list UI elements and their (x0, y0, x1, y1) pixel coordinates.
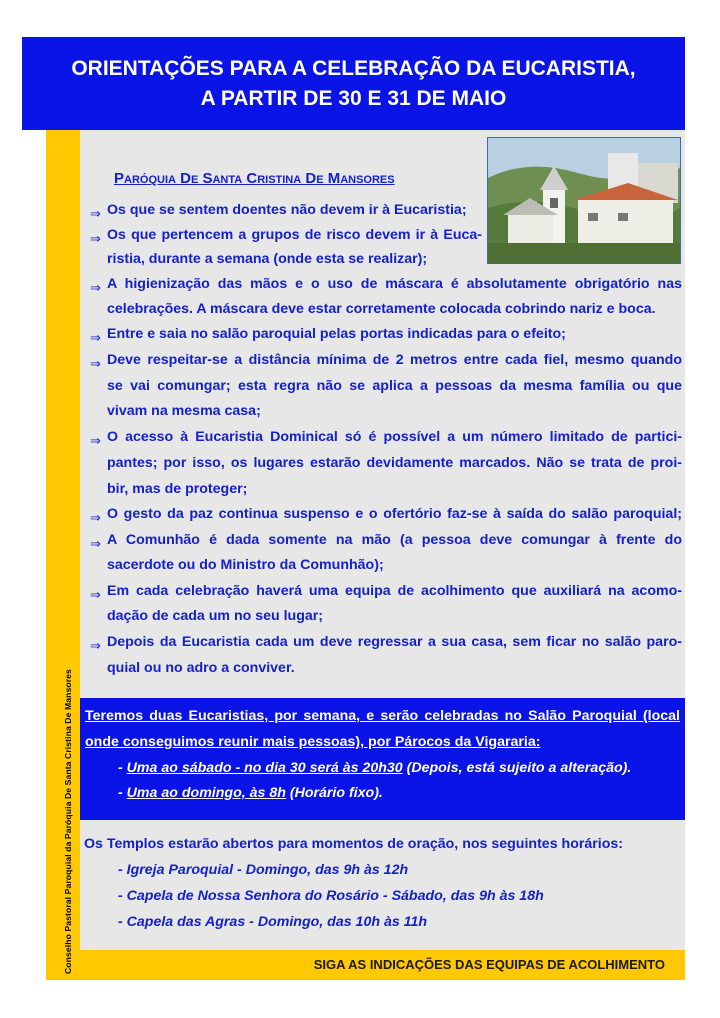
header-banner (22, 37, 685, 130)
list-item: celebrações. A máscara deve estar corretamente colocada cobrindo nariz e boca. (107, 301, 656, 317)
eucaristias-box (80, 698, 685, 820)
title-line-2: A PARTIR DE 30 E 31 DE MAIO (200, 87, 507, 110)
list-item: A higienização das mãos e o uso de máscara é absolutamente obrigatório nas (107, 276, 682, 292)
list-item: sacerdote ou do Ministro da Comunhão); (107, 557, 384, 573)
saturday-prefix: - (118, 760, 127, 776)
saturday-mass (118, 760, 631, 776)
side-label: Conselho Pastoral Paroquial da Paróquia De Santa Cristina De Mansores (63, 669, 73, 974)
double-arrow-icon: ⇒ (90, 280, 101, 295)
double-arrow-icon: ⇒ (90, 536, 101, 551)
sunday-mass-time: Uma ao domingo, às 8h (126, 785, 286, 801)
list-item: O acesso à Eucaristia Dominical só é possível a um número limitado de partici- (107, 429, 682, 445)
saturday-mass-note: (Depois, está sujeito a alteração). (402, 760, 632, 776)
sunday-mass-note: (Horário fixo). (285, 785, 383, 801)
footer-bar (80, 950, 685, 980)
parish-title: Paróquia De Santa Cristina De Mansores (114, 170, 395, 187)
list-item: A Comunhão é dada somente na mão (a pessoa deve comungar à frente do (107, 532, 682, 548)
list-item: Deve respeitar-se a distância mínima de 2 metros entre cada fiel, mesmo quando (107, 352, 682, 368)
double-arrow-icon: ⇒ (90, 433, 101, 448)
templo-item: - Capela das Agras - Domingo, das 10h às 11h (118, 914, 428, 930)
list-item: Entre e saia no salão paroquial pelas portas indicadas para o efeito; (107, 326, 566, 342)
list-item: Os que pertencem a grupos de risco devem ir à Euca- (107, 227, 482, 243)
list-item: Os que se sentem doentes não devem ir à Eucaristia; (107, 202, 467, 218)
church-image (488, 138, 680, 263)
double-arrow-icon: ⇒ (90, 330, 101, 345)
templos-intro: Os Templos estarão abertos para momentos de oração, nos seguintes horários: (84, 836, 624, 852)
double-arrow-icon: ⇒ (90, 356, 101, 371)
list-item: bir, mas de proteger; (107, 481, 248, 497)
double-arrow-icon: ⇒ (90, 587, 101, 602)
list-item: O gesto da paz continua suspenso e o ofertório faz-se à saída do salão paroquial; (107, 506, 682, 522)
eucaristias-line-1: Teremos duas Eucaristias, por semana, e serão celebradas no Salão Paroquial (local (85, 708, 680, 724)
list-item: dação de cada um no seu lugar; (107, 608, 324, 624)
list-item: Em cada celebração haverá uma equipa de acolhimento que auxiliará na acomo- (107, 583, 682, 599)
list-item: se vai comungar; esta regra não se aplica a pessoas da mesma família ou que (107, 378, 682, 394)
title-line-1: ORIENTAÇÕES PARA A CELEBRAÇÃO DA EUCARISTIA, (71, 57, 636, 80)
double-arrow-icon: ⇒ (90, 231, 101, 246)
list-item: ristia, durante a semana (onde esta se realizar); (107, 251, 428, 267)
sunday-mass (118, 785, 383, 801)
footer-text: SIGA AS INDICAÇÕES DAS EQUIPAS DE ACOLHIMENTO (313, 957, 665, 972)
list-item: Depois da Eucaristia cada um deve regressar a sua casa, sem ficar no salão paro- (107, 634, 682, 650)
church-photo (487, 137, 681, 264)
sunday-prefix: - (118, 785, 127, 801)
saturday-mass-time: Uma ao sábado - no dia 30 será às 20h30 (126, 760, 403, 776)
double-arrow-icon: ⇒ (90, 510, 101, 525)
list-item: quial ou no adro a conviver. (107, 660, 295, 676)
double-arrow-icon: ⇒ (90, 206, 101, 221)
eucaristias-line-2: onde conseguimos reunir mais pessoas), por Párocos da Vigararia: (85, 734, 541, 750)
double-arrow-icon: ⇒ (90, 638, 101, 653)
list-item: vivam na mesma casa; (107, 403, 261, 419)
templo-item: - Igreja Paroquial - Domingo, das 9h às 12h (118, 862, 409, 878)
list-item: pantes; por isso, os lugares estarão devidamente marcados. Não se trata de proi- (107, 455, 682, 471)
templo-item: - Capela de Nossa Senhora do Rosário - Sábado, das 9h às 18h (118, 888, 544, 904)
